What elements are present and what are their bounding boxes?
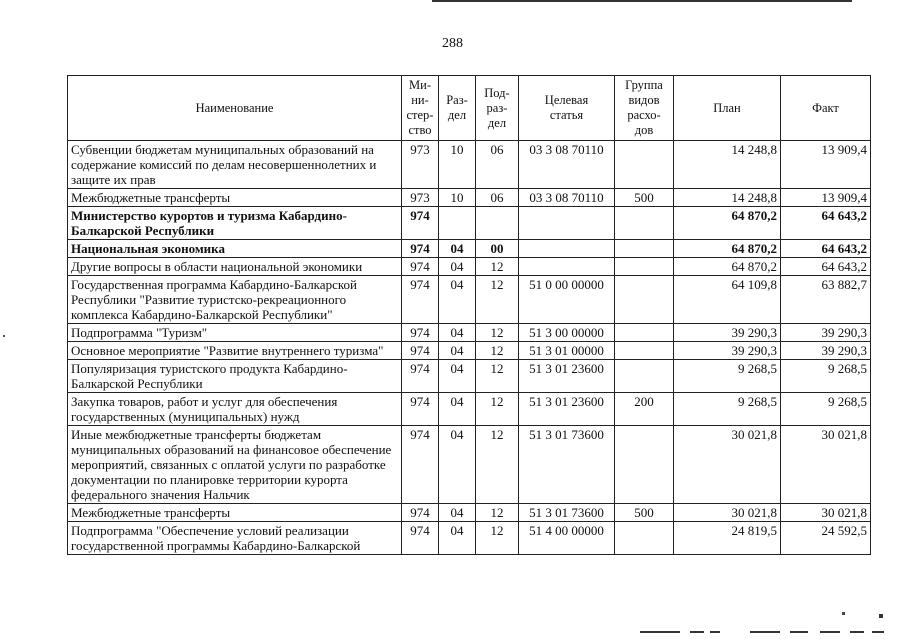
cell-group xyxy=(615,240,674,258)
budget-table xyxy=(67,75,871,555)
cell-name: Закупка товаров, работ и услуг для обеспечения государственных (муниципальных) нужд xyxy=(68,393,402,426)
cell-name: Иные межбюджетные трансферты бюджетам муниципальных образований на финансовое обеспечение мероприятий, связанных с оплатой услуги по разработке документации по планировке территории курорта федерального значения Нальчик xyxy=(68,426,402,504)
cell-ministry: 974 xyxy=(402,426,439,504)
cell-group xyxy=(615,342,674,360)
header-subsection: Под- раз- дел xyxy=(476,76,519,141)
header-group: Группа видов расхо- дов xyxy=(615,76,674,141)
table-row xyxy=(68,189,871,207)
cell-name: Подпрограмма "Туризм" xyxy=(68,324,402,342)
cell-group xyxy=(615,426,674,504)
cell-section: 04 xyxy=(439,276,476,324)
cell-section: 04 xyxy=(439,522,476,555)
cell-fact: 39 290,3 xyxy=(781,324,871,342)
table-row xyxy=(68,276,871,324)
cell-group: 200 xyxy=(615,393,674,426)
table-row xyxy=(68,426,871,504)
cell-ministry: 974 xyxy=(402,207,439,240)
cell-subsection: 12 xyxy=(476,258,519,276)
header-ministry: Ми- ни- стер- ство xyxy=(402,76,439,141)
cell-subsection: 06 xyxy=(476,189,519,207)
cell-group xyxy=(615,207,674,240)
table-row xyxy=(68,504,871,522)
cell-name: Популяризация туристского продукта Кабардино-Балкарской Республики xyxy=(68,360,402,393)
cell-group xyxy=(615,324,674,342)
cell-target: 51 3 01 23600 xyxy=(519,360,615,393)
cell-plan: 64 109,8 xyxy=(674,276,781,324)
cell-section xyxy=(439,207,476,240)
cell-fact: 64 643,2 xyxy=(781,240,871,258)
cell-plan: 39 290,3 xyxy=(674,324,781,342)
cell-fact: 9 268,5 xyxy=(781,360,871,393)
cell-subsection: 12 xyxy=(476,360,519,393)
cell-fact: 64 643,2 xyxy=(781,207,871,240)
cell-plan: 14 248,8 xyxy=(674,141,781,189)
cell-ministry: 974 xyxy=(402,276,439,324)
table-row xyxy=(68,360,871,393)
cell-section: 04 xyxy=(439,504,476,522)
cell-ministry: 974 xyxy=(402,504,439,522)
cell-name: Субвенции бюджетам муниципальных образований на содержание комиссий по делам несовершеннолетних и защите их прав xyxy=(68,141,402,189)
cell-target: 51 0 00 00000 xyxy=(519,276,615,324)
cell-section: 10 xyxy=(439,189,476,207)
page-number: 288 xyxy=(442,36,463,51)
cell-plan: 39 290,3 xyxy=(674,342,781,360)
cell-ministry: 973 xyxy=(402,189,439,207)
table-row xyxy=(68,207,871,240)
cell-group xyxy=(615,258,674,276)
cell-fact: 13 909,4 xyxy=(781,141,871,189)
cell-fact: 30 021,8 xyxy=(781,426,871,504)
cell-subsection: 12 xyxy=(476,393,519,426)
cell-name: Другие вопросы в области национальной экономики xyxy=(68,258,402,276)
cell-fact: 30 021,8 xyxy=(781,504,871,522)
cell-plan: 64 870,2 xyxy=(674,207,781,240)
scan-mark xyxy=(879,614,883,618)
cell-section: 04 xyxy=(439,258,476,276)
cell-group xyxy=(615,360,674,393)
cell-target xyxy=(519,207,615,240)
cell-ministry: 974 xyxy=(402,258,439,276)
table-row xyxy=(68,393,871,426)
cell-target: 51 3 01 00000 xyxy=(519,342,615,360)
header-fact: Факт xyxy=(781,76,871,141)
scan-mark xyxy=(3,335,5,337)
header-target: Целевая статья xyxy=(519,76,615,141)
cell-fact: 63 882,7 xyxy=(781,276,871,324)
cell-target: 03 3 08 70110 xyxy=(519,189,615,207)
cell-fact: 9 268,5 xyxy=(781,393,871,426)
cell-plan: 9 268,5 xyxy=(674,360,781,393)
cell-name: Межбюджетные трансферты xyxy=(68,189,402,207)
cell-ministry: 974 xyxy=(402,240,439,258)
cell-name: Государственная программа Кабардино-Балкарской Республики "Развитие туристско-рекреационного комплекса Кабардино-Балкарской Республики" xyxy=(68,276,402,324)
cell-plan: 9 268,5 xyxy=(674,393,781,426)
cell-target xyxy=(519,240,615,258)
cell-target xyxy=(519,258,615,276)
cell-ministry: 974 xyxy=(402,342,439,360)
cell-ministry: 973 xyxy=(402,141,439,189)
top-rule xyxy=(432,0,852,2)
cell-target: 51 3 00 00000 xyxy=(519,324,615,342)
cell-subsection: 06 xyxy=(476,141,519,189)
cell-name: Министерство курортов и туризма Кабардино-Балкарской Республики xyxy=(68,207,402,240)
cell-group: 500 xyxy=(615,504,674,522)
cell-group: 500 xyxy=(615,189,674,207)
header-name: Наименование xyxy=(68,76,402,141)
cell-group xyxy=(615,141,674,189)
cell-section: 04 xyxy=(439,393,476,426)
cell-section: 04 xyxy=(439,240,476,258)
cell-subsection xyxy=(476,207,519,240)
table-row xyxy=(68,240,871,258)
table-row xyxy=(68,258,871,276)
cell-section: 04 xyxy=(439,342,476,360)
table-body xyxy=(68,141,871,555)
cell-target: 51 3 01 23600 xyxy=(519,393,615,426)
scan-mark xyxy=(842,612,845,615)
cell-section: 04 xyxy=(439,360,476,393)
cell-target: 03 3 08 70110 xyxy=(519,141,615,189)
cell-subsection: 12 xyxy=(476,276,519,324)
cell-name: Подпрограмма "Обеспечение условий реализации государственной программы Кабардино-Балкарской xyxy=(68,522,402,555)
cell-target: 51 4 00 00000 xyxy=(519,522,615,555)
cell-subsection: 12 xyxy=(476,504,519,522)
header-section: Раз- дел xyxy=(439,76,476,141)
cell-subsection: 00 xyxy=(476,240,519,258)
cell-fact: 64 643,2 xyxy=(781,258,871,276)
cell-section: 04 xyxy=(439,324,476,342)
cell-plan: 64 870,2 xyxy=(674,258,781,276)
cell-fact: 39 290,3 xyxy=(781,342,871,360)
cell-name: Национальная экономика xyxy=(68,240,402,258)
cell-subsection: 12 xyxy=(476,522,519,555)
cell-ministry: 974 xyxy=(402,324,439,342)
cell-name: Межбюджетные трансферты xyxy=(68,504,402,522)
cell-target: 51 3 01 73600 xyxy=(519,504,615,522)
cell-name: Основное мероприятие "Развитие внутреннего туризма" xyxy=(68,342,402,360)
table-row xyxy=(68,324,871,342)
cell-plan: 30 021,8 xyxy=(674,504,781,522)
table-row xyxy=(68,342,871,360)
cell-ministry: 974 xyxy=(402,522,439,555)
cell-subsection: 12 xyxy=(476,342,519,360)
cell-fact: 13 909,4 xyxy=(781,189,871,207)
table-row xyxy=(68,522,871,555)
table-row xyxy=(68,141,871,189)
cell-plan: 30 021,8 xyxy=(674,426,781,504)
cell-section: 04 xyxy=(439,426,476,504)
cell-plan: 24 819,5 xyxy=(674,522,781,555)
cell-target: 51 3 01 73600 xyxy=(519,426,615,504)
cell-group xyxy=(615,522,674,555)
cell-ministry: 974 xyxy=(402,393,439,426)
cell-ministry: 974 xyxy=(402,360,439,393)
header-plan: План xyxy=(674,76,781,141)
cell-plan: 64 870,2 xyxy=(674,240,781,258)
cell-section: 10 xyxy=(439,141,476,189)
scan-marks-bottom xyxy=(640,628,890,634)
cell-plan: 14 248,8 xyxy=(674,189,781,207)
cell-fact: 24 592,5 xyxy=(781,522,871,555)
cell-group xyxy=(615,276,674,324)
table-header-row xyxy=(68,76,871,141)
cell-subsection: 12 xyxy=(476,426,519,504)
cell-subsection: 12 xyxy=(476,324,519,342)
